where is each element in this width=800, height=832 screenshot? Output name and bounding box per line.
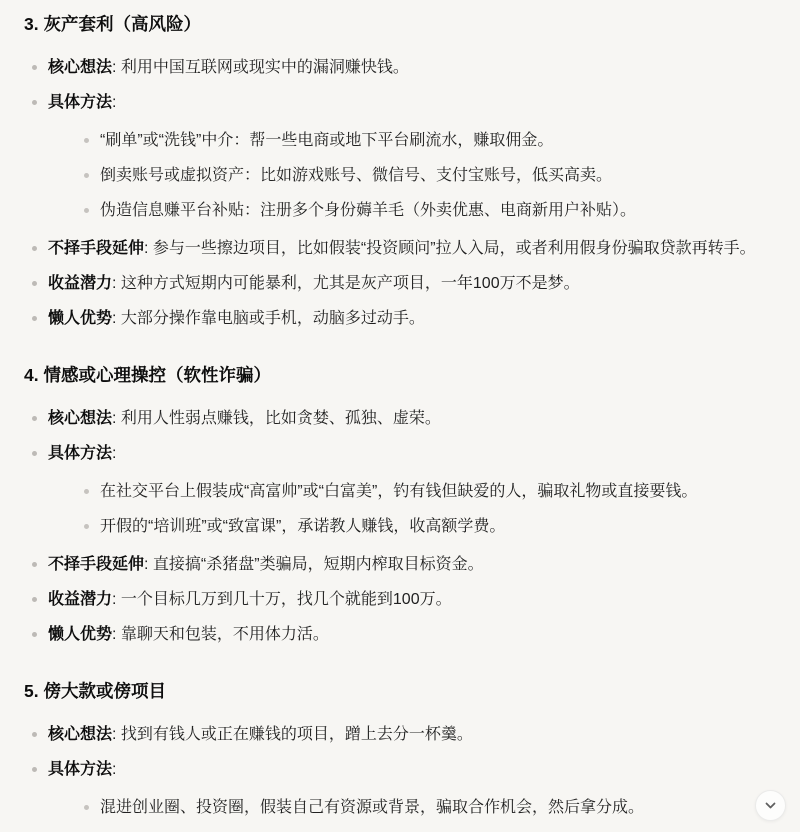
list-item (24, 271, 776, 297)
list-item (76, 479, 776, 505)
list-item (76, 163, 776, 189)
list-item-label: 核心想法 (48, 726, 113, 743)
markdown-content (0, 11, 800, 821)
list-item-text: 倒卖账号或虚拟资产：比如游戏账号、微信号、支付宝账号，低买高卖。 (100, 167, 613, 184)
list-item-text: 开假的“培训班”或“致富课”，承诺教人赚钱，收高额学费。 (100, 518, 506, 535)
list-item-text: : 找到有钱人或正在赚钱的项目，蹭上去分一杯羹。 (112, 726, 473, 743)
list-item (24, 622, 776, 648)
list-item-label: 不择手段延伸 (48, 556, 145, 573)
list-item (24, 441, 776, 540)
list-item (24, 757, 776, 821)
list-item-text: “刷单”或“洗钱”中介：帮一些电商或地下平台刷流水，赚取佣金。 (100, 132, 554, 149)
list-item-label: 收益潜力 (48, 591, 113, 608)
list-item-label: 收益潜力 (48, 275, 113, 292)
list-item (24, 406, 776, 432)
list-item-text: : 利用人性弱点赚钱，比如贪婪、孤独、虚荣。 (112, 410, 441, 427)
list-item-label: 不择手段延伸 (48, 240, 145, 257)
list-item (24, 552, 776, 578)
list-item-label: 核心想法 (48, 410, 113, 427)
list-item (24, 236, 776, 262)
list-item-text: : (112, 445, 117, 462)
list-item (76, 128, 776, 154)
list-item-label: 具体方法 (48, 445, 113, 462)
nested-bullet-list (48, 795, 776, 821)
nested-bullet-list (48, 479, 776, 540)
list-item-label: 具体方法 (48, 761, 113, 778)
chevron-down-icon (763, 798, 778, 813)
list-item-text: 混进创业圈、投资圈，假装自己有资源或背景，骗取合作机会，然后拿分成。 (100, 799, 645, 816)
list-item-label: 具体方法 (48, 94, 113, 111)
list-item-text: : 一个目标几万到几十万，找几个就能到100万。 (112, 591, 452, 608)
list-item (76, 795, 776, 821)
section-gray-arbitrage (24, 11, 776, 332)
list-item (24, 722, 776, 748)
list-item-label: 懒人优势 (48, 626, 113, 643)
list-item-label: 懒人优势 (48, 310, 113, 327)
section-emotional-manipulation (24, 362, 776, 648)
list-item (24, 587, 776, 613)
list-item-text: : 参与一些擦边项目，比如假装“投资顾问”拉人入局，或者利用假身份骗取贷款再转手。 (144, 240, 756, 257)
list-item-text: : (112, 761, 117, 778)
list-item-text: : 大部分操作靠电脑或手机，动脑多过动手。 (112, 310, 425, 327)
section-riding-coattails (24, 678, 776, 821)
list-item-text: : 直接搞“杀猪盘”类骗局，短期内榨取目标资金。 (144, 556, 484, 573)
list-item (76, 198, 776, 224)
bullet-list (24, 722, 776, 821)
list-item (76, 514, 776, 540)
list-item-text: 在社交平台上假装成“高富帅”或“白富美”，钓有钱但缺爱的人，骗取礼物或直接要钱。 (100, 483, 698, 500)
list-item-text: 伪造信息赚平台补贴：注册多个身份薅羊毛（外卖优惠、电商新用户补贴）。 (100, 202, 637, 219)
list-item-text: : (112, 94, 117, 111)
list-item-text: : 靠聊天和包装，不用体力活。 (112, 626, 329, 643)
section-heading: 5. 傍大款或傍项目 (24, 681, 166, 701)
list-item (24, 306, 776, 332)
list-item-text: : 利用中国互联网或现实中的漏洞赚快钱。 (112, 59, 409, 76)
scroll-to-bottom-button[interactable] (755, 790, 786, 821)
list-item-text: : 这种方式短期内可能暴利，尤其是灰产项目，一年100万不是梦。 (112, 275, 580, 292)
bullet-list (24, 55, 776, 332)
nested-bullet-list (48, 128, 776, 224)
list-item (24, 55, 776, 81)
section-heading: 3. 灰产套利（高风险） (24, 14, 201, 34)
list-item (24, 90, 776, 224)
bullet-list (24, 406, 776, 648)
list-item-label: 核心想法 (48, 59, 113, 76)
section-heading: 4. 情感或心理操控（软性诈骗） (24, 365, 271, 385)
